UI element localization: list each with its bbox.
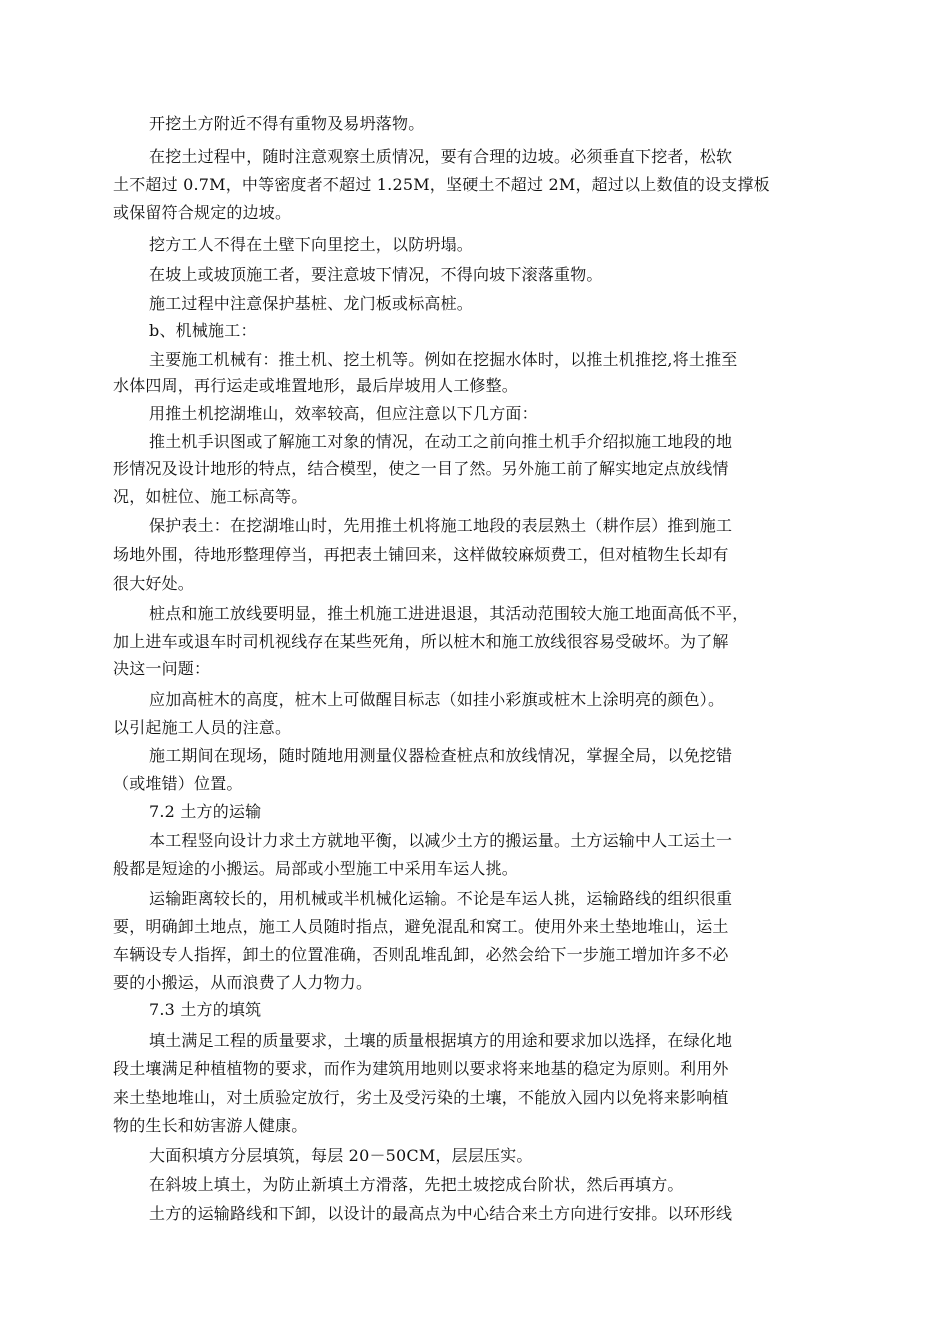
text-line: 在挖土过程中，随时注意观察土质情况，要有合理的边坡。必须垂直下挖者，松软 [149, 147, 733, 166]
text-line: 物的生长和妨害游人健康。 [113, 1116, 308, 1135]
text-line: 车辆设专人指挥，卸土的位置准确，否则乱堆乱卸，必然会给下一步施工增加许多不必 [113, 945, 729, 964]
text-line: 在斜坡上填土，为防止新填土方滑落，先把土坡挖成台阶状，然后再填方。 [149, 1175, 684, 1194]
text-line: 保护表土：在挖湖堆山时，先用推土机将施工地段的表层熟土（耕作层）推到施工 [149, 516, 733, 535]
section-heading: 7.3 土方的填筑 [149, 1000, 262, 1019]
text-line: 运输距离较长的，用机械或半机械化运输。不论是车运人挑，运输路线的组织很重 [149, 889, 733, 908]
text-line: 本工程竖向设计力求土方就地平衡，以减少土方的搬运量。土方运输中人工运土一 [149, 831, 733, 850]
section-heading: 7.2 土方的运输 [149, 802, 262, 821]
text-line: 用推土机挖湖堆山，效率较高，但应注意以下几方面： [149, 404, 538, 423]
text-line: 决这一问题： [113, 659, 211, 678]
text-line: 要，明确卸土地点，施工人员随时指点，避免混乱和窝工。使用外来土垫地堆山，运土 [113, 917, 729, 936]
text-line: 挖方工人不得在土壁下向里挖土，以防坍塌。 [149, 235, 474, 254]
text-line: 开挖土方附近不得有重物及易坍落物。 [149, 114, 425, 133]
text-line: 加上进车或退车时司机视线存在某些死角，所以桩木和施工放线很容易受破坏。为了解 [113, 632, 729, 651]
text-line: 场地外围，待地形整理停当，再把表土铺回来，这样做较麻烦费工，但对植物生长却有 [113, 545, 729, 564]
section-heading: b、机械施工： [149, 321, 257, 340]
text-line: 况，如桩位、施工标高等。 [113, 487, 308, 506]
text-line: 填土满足工程的质量要求，土壤的质量根据填方的用途和要求加以选择，在绿化地 [149, 1031, 733, 1050]
text-line: 形情况及设计地形的特点，结合模型，使之一目了然。另外施工前了解实地定点放线情 [113, 459, 729, 478]
text-line: 土方的运输路线和下卸，以设计的最高点为中心结合来土方向进行安排。以环形线 [149, 1204, 733, 1223]
text-line: （或堆错）位置。 [113, 774, 243, 793]
text-line: 推土机手识图或了解施工对象的情况，在动工之前向推土机手介绍拟施工地段的地 [149, 432, 733, 451]
text-line: 来土垫地堆山，对土质验定放行，劣土及受污染的土壤，不能放入园内以免将来影响植 [113, 1088, 729, 1107]
text-line: 般都是短途的小搬运。局部或小型施工中采用车运人挑。 [113, 859, 519, 878]
text-line: 施工期间在现场，随时随地用测量仪器检查桩点和放线情况，掌握全局，以免挖错 [149, 746, 733, 765]
text-line: 在坡上或坡顶施工者，要注意坡下情况，不得向坡下滚落重物。 [149, 265, 603, 284]
text-line: 土不超过 0.7M，中等密度者不超过 1.25M，坚硬土不超过 2M，超过以上数值的设支撑板 [113, 175, 770, 194]
text-line: 段土壤满足种植植物的要求，而作为建筑用地则以要求将来地基的稳定为原则。利用外 [113, 1059, 729, 1078]
text-line: 应加高桩木的高度，桩木上可做醒目标志（如挂小彩旗或桩木上涂明亮的颜色）。 [149, 690, 725, 709]
text-line: 桩点和施工放线要明显，推土机施工进进退退，其活动范围较大施工地面高低不平， [149, 604, 749, 623]
text-line: 施工过程中注意保护基桩、龙门板或标高桩。 [149, 294, 474, 313]
text-line: 大面积填方分层填筑，每层 20－50CM，层层压实。 [149, 1146, 533, 1165]
text-line: 要的小搬运，从而浪费了人力物力。 [113, 973, 373, 992]
text-line: 或保留符合规定的边坡。 [113, 203, 292, 222]
text-line: 很大好处。 [113, 574, 195, 593]
text-line: 水体四周，再行运走或堆置地形，最后岸坡用人工修整。 [113, 376, 519, 395]
text-line: 主要施工机械有：推土机、挖土机等。例如在挖掘水体时，以推土机推挖,将土推至 [149, 350, 738, 369]
text-line: 以引起施工人员的注意。 [113, 718, 292, 737]
